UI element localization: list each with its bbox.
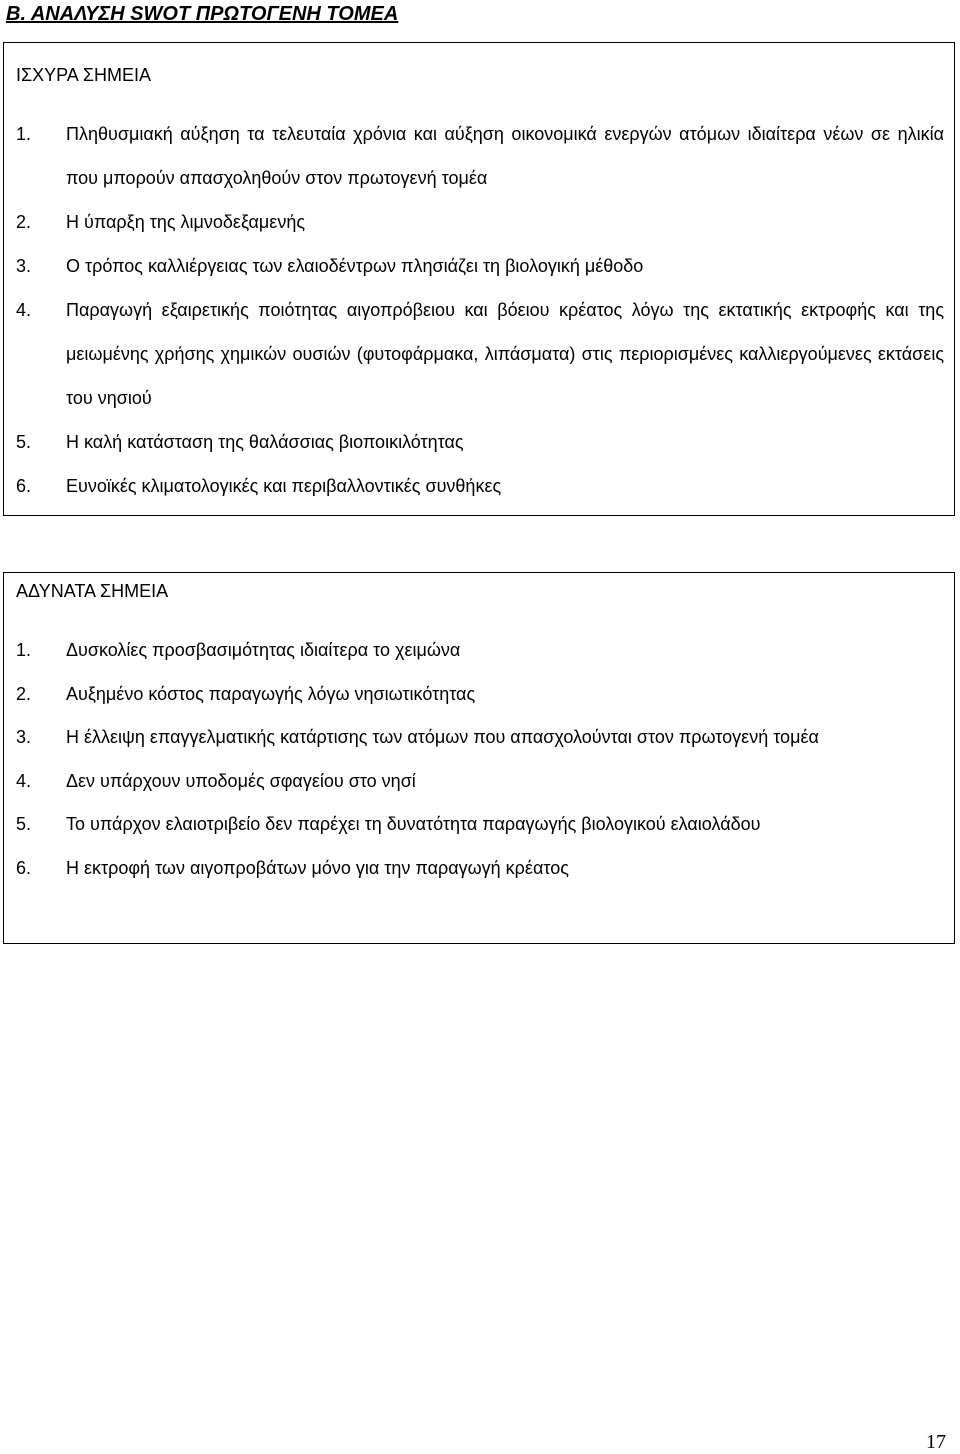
list-item — [4, 847, 954, 891]
item-number: 3. — [16, 256, 32, 276]
item-number: 6. — [16, 476, 32, 496]
item-text: Το υπάρχον ελαιοτριβείο δεν παρέχει τη δυνατότητα παραγωγής βιολογικού ελαιολάδου — [66, 814, 761, 834]
page-title: Β. ΑΝΑΛΥΣΗ SWOT ΠΡΩΤΟΓΕΝΗ ΤΟΜΕΑ — [6, 3, 399, 25]
list-item — [4, 464, 954, 508]
weaknesses-heading: ΑΔΥΝΑΤΑ ΣΗΜΕΙΑ — [16, 581, 169, 601]
item-number: 5. — [16, 814, 32, 834]
item-number: 4. — [16, 770, 32, 791]
list-item — [4, 629, 954, 673]
item-number: 2. — [16, 212, 32, 232]
item-number: 1. — [16, 124, 32, 144]
item-text: Η καλή κατάσταση της θαλάσσιας βιοποικιλότητας — [66, 432, 464, 452]
item-number: 1. — [16, 640, 32, 660]
item-text: Η έλλειψη επαγγελματικής κατάρτισης των ατόμων που απασχολούνται στον πρωτογενή τομέα — [66, 727, 819, 747]
strengths-list — [4, 112, 954, 508]
item-number: 4. — [16, 300, 32, 320]
list-item — [4, 288, 954, 420]
item-text: Πληθυσμιακή αύξηση τα τελευταία χρόνια και αύξηση οικονομικά ενεργών ατόμων ιδιαίτερα νέων σε ηλικία που μπορούν απασχοληθούν στον πρωτογενή τομέα — [66, 124, 944, 188]
list-item — [4, 200, 954, 244]
list-item — [4, 716, 954, 760]
item-text: Δυσκολίες προσβασιμότητας ιδιαίτερα το χειμώνα — [66, 640, 461, 660]
list-item — [4, 112, 954, 200]
item-number: 5. — [16, 432, 32, 452]
item-text: Η εκτροφή των αιγοπροβάτων μόνο για την παραγωγή κρέατος — [66, 857, 569, 878]
item-text: Δεν υπάρχουν υποδομές σφαγείου στο νησί — [66, 770, 416, 791]
list-item — [4, 673, 954, 717]
list-item — [4, 244, 954, 288]
item-number: 3. — [16, 727, 32, 747]
item-number: 2. — [16, 683, 32, 704]
list-item — [4, 760, 954, 804]
item-text: Παραγωγή εξαιρετικής ποιότητας αιγοπρόβειου και βόειου κρέατος λόγω της εκτατικής εκτροφής και της μειωμένης χρήσης χημικών ουσιών (φυτοφάρμακα, λιπάσματα) στις περιορισμένες καλλιεργούμενες εκτάσεις του νησιού — [66, 300, 944, 408]
list-item — [4, 420, 954, 464]
item-text: Ευνοϊκές κλιματολογικές και περιβαλλοντικές συνθήκες — [66, 476, 502, 496]
item-text: Ο τρόπος καλλιέργειας των ελαιοδέντρων πλησιάζει τη βιολογική μέθοδο — [66, 256, 644, 276]
weaknesses-section — [3, 572, 955, 944]
strengths-section — [3, 42, 955, 516]
page-number: 17 — [926, 1431, 946, 1453]
item-text: Αυξημένο κόστος παραγωγής λόγω νησιωτικότητας — [66, 683, 476, 704]
list-item — [4, 803, 954, 847]
strengths-heading: ΙΣΧΥΡΑ ΣΗΜΕΙΑ — [16, 65, 151, 85]
item-number: 6. — [16, 857, 32, 878]
weaknesses-list — [4, 629, 954, 890]
item-text: Η ύπαρξη της λιμνοδεξαμενής — [66, 212, 306, 232]
